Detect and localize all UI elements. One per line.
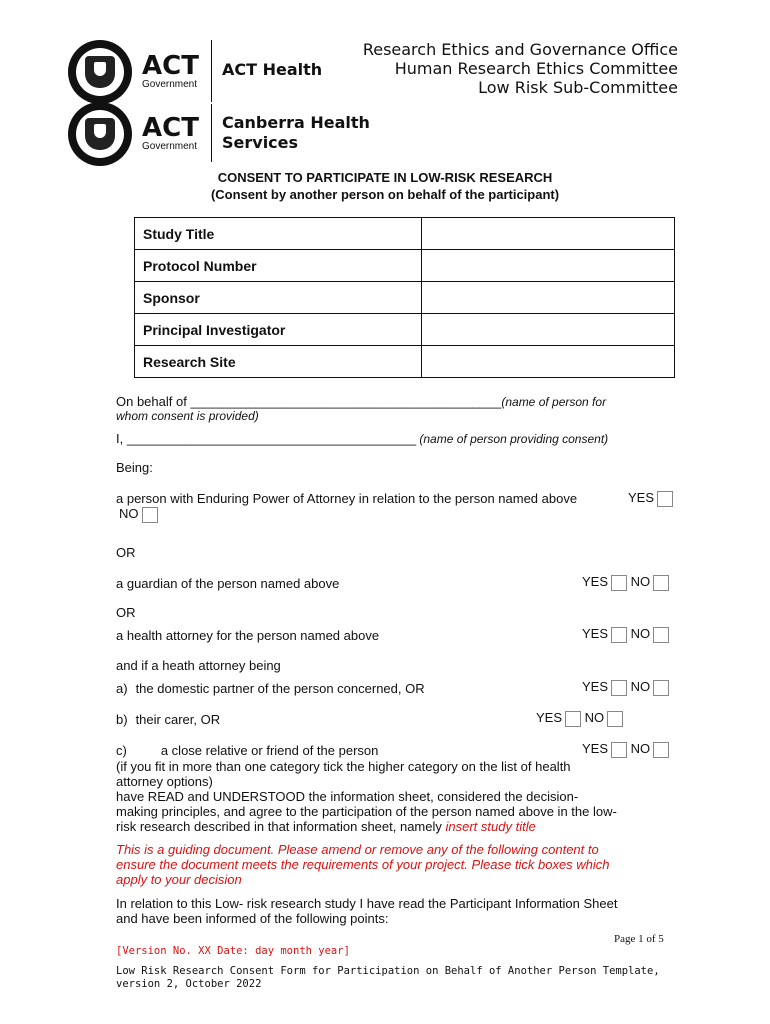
document-title: CONSENT TO PARTICIPATE IN LOW-RISK RESEARCH xyxy=(217,170,553,185)
if-health-attorney-label: and if a heath attorney being xyxy=(116,658,281,673)
consenter-line: I, ________________________________________ (name of person providing consent) xyxy=(116,431,609,446)
epa-yes-checkbox[interactable] xyxy=(657,491,673,507)
consenter-name-field[interactable]: ________________________________________ xyxy=(126,431,417,446)
being-label: Being: xyxy=(116,460,153,475)
option-a-yes-no: YES NO xyxy=(582,679,669,696)
guardian-no-checkbox[interactable] xyxy=(653,575,669,591)
coat-of-arms-icon xyxy=(68,102,132,166)
option-b-yes-checkbox[interactable] xyxy=(565,711,581,727)
logo-divider xyxy=(211,40,212,102)
row-label: Protocol Number xyxy=(135,250,422,282)
guiding-note: This is a guiding document. Please amend or remove any of the following content to ensure the document meets the requirements of your project. Please tick boxes which apply to your decision xyxy=(116,842,610,887)
option-c-no-checkbox[interactable] xyxy=(653,742,669,758)
epa-no-checkbox[interactable] xyxy=(142,507,158,523)
or-divider: OR xyxy=(116,545,136,560)
header-line-3: Low Risk Sub-Committee xyxy=(478,78,678,97)
coat-of-arms-icon xyxy=(68,40,132,104)
header-line-1: Research Ethics and Governance Office xyxy=(362,40,678,59)
table-row xyxy=(135,346,675,378)
row-label: Sponsor xyxy=(135,282,422,314)
logo-act-text: ACT xyxy=(142,113,199,143)
canberra-health-label: Canberra Health Services xyxy=(222,113,370,152)
or-divider: OR xyxy=(116,605,136,620)
header-line-2: Human Research Ethics Committee xyxy=(394,59,678,78)
option-b-no-checkbox[interactable] xyxy=(607,711,623,727)
participant-name-field[interactable]: ___________________________________________ xyxy=(190,394,502,409)
logo-act-text: ACT xyxy=(142,51,199,81)
guardian-yes-checkbox[interactable] xyxy=(611,575,627,591)
relation-paragraph: In relation to this Low- risk research study I have read the Participant Information Sheet and have been informed of the following points: xyxy=(116,896,618,926)
sponsor-field[interactable] xyxy=(422,282,675,314)
option-a: a) the domestic partner of the person concerned, OR xyxy=(116,681,425,696)
act-government-logo-2 xyxy=(68,102,199,166)
principal-investigator-field[interactable] xyxy=(422,314,675,346)
epa-option: a person with Enduring Power of Attorney in relation to the person named above xyxy=(116,491,578,506)
act-government-logo xyxy=(68,40,199,104)
health-attorney-yes-no: YES NO xyxy=(582,626,669,643)
study-info-table xyxy=(134,217,675,378)
option-c-yes-checkbox[interactable] xyxy=(611,742,627,758)
option-c-yes-no: YES NO xyxy=(582,741,669,758)
guardian-yes-no: YES NO xyxy=(582,574,669,591)
research-site-field[interactable] xyxy=(422,346,675,378)
logo-government-text: Government xyxy=(142,141,198,152)
row-label: Research Site xyxy=(135,346,422,378)
protocol-number-field[interactable] xyxy=(422,250,675,282)
option-b: b) their carer, OR xyxy=(116,712,221,727)
document-subtitle: (Consent by another person on behalf of the participant) xyxy=(210,187,560,202)
epa-no: NO xyxy=(119,506,158,523)
option-c: c) a close relative or friend of the person xyxy=(116,743,379,758)
health-attorney-yes-checkbox[interactable] xyxy=(611,627,627,643)
guardian-option: a guardian of the person named above xyxy=(116,576,340,591)
header-committee-block xyxy=(363,40,678,97)
option-b-yes-no: YES NO xyxy=(536,710,623,727)
option-a-no-checkbox[interactable] xyxy=(653,680,669,696)
declaration-paragraph: (if you fit in more than one category tick the higher category on the list of health attorney options) have READ and UNDERSTOOD the information sheet, considered the decision- making principles, and agree to the participation of the person named above in the low- risk research described in that information sheet, namely insert study title xyxy=(116,759,617,834)
table-row xyxy=(135,218,675,250)
row-label: Study Title xyxy=(135,218,422,250)
option-a-yes-checkbox[interactable] xyxy=(611,680,627,696)
table-row xyxy=(135,314,675,346)
act-health-label: ACT Health xyxy=(222,60,323,79)
row-label: Principal Investigator xyxy=(135,314,422,346)
study-title-field[interactable] xyxy=(422,218,675,250)
version-date: [Version No. XX Date: day month year] xyxy=(116,945,350,957)
table-row xyxy=(135,282,675,314)
template-info: Low Risk Research Consent Form for Participation on Behalf of Another Person Template, version 2, October 2022 xyxy=(116,965,660,990)
logo-government-text: Government xyxy=(142,79,198,90)
epa-yes: YES xyxy=(628,490,673,507)
on-behalf-line: On behalf of ___________________________________________(name of person for xyxy=(116,394,607,409)
health-attorney-option: a health attorney for the person named above xyxy=(116,628,380,643)
page-number: Page 1 of 5 xyxy=(614,933,664,945)
health-attorney-no-checkbox[interactable] xyxy=(653,627,669,643)
logo-divider xyxy=(211,104,212,162)
insert-study-title-placeholder: insert study title xyxy=(445,819,536,834)
on-behalf-note: whom consent is provided) xyxy=(116,409,259,423)
table-row xyxy=(135,250,675,282)
